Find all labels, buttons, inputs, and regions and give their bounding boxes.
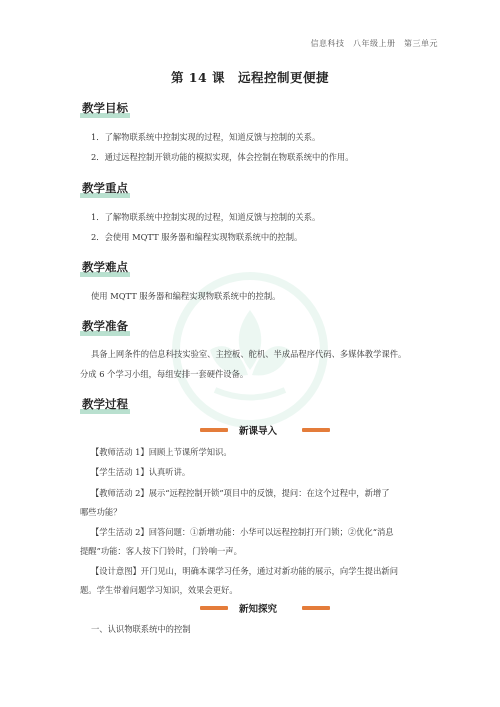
process-line: 【学生活动 1】认真听讲。 [91,467,191,477]
lesson-title: 第 14 课 远程控制更便捷 [170,70,330,85]
explore-item: 一、认识物联系统中的控制 [91,624,191,634]
subsection-title: 新课导入 [239,426,278,437]
process-line: 提醒”功能：客人按下门铃时，门铃响一声。 [80,546,242,556]
process-line: 【教师活动 2】展示“远程控制开锁”项目中的反馈，提问：在这个过程中，新增了 [91,488,390,498]
page-header: 信息科技 八年级上册 第三单元 [310,39,438,48]
process-line: 题。学生带着问题学习知识，效果会更好。 [80,585,238,595]
objective-item: 2．通过远程控制开锁功能的模拟实现，体会控制在物联系统中的作用。 [91,152,354,162]
section-heading-process: 教学过程 [80,396,130,414]
subsection-title: 新知探究 [239,604,278,615]
section-heading-preparation: 教学准备 [80,318,130,336]
preparation-line: 分成 6 个学习小组，每组安排一套硬件设备。 [80,369,249,379]
process-line: 哪些功能？ [80,507,122,517]
objective-item: 1．了解物联系统中控制实现的过程，知道反馈与控制的关系。 [91,132,321,142]
section-heading-objectives: 教学目标 [80,100,130,118]
process-line: 【设计意图】开门见山，明确本课学习任务，通过对新功能的展示，向学生提出新问 [91,566,398,576]
subsection-divider-intro [80,423,422,437]
section-heading-difficulties: 教学难点 [80,259,130,277]
difficulty-text: 使用 MQTT 服务器和编程实现物联系统中的控制。 [91,291,281,301]
process-line: 【教师活动 1】回顾上节课所学知识。 [91,447,232,457]
key-point-item: 2．会使用 MQTT 服务器和编程实现物联系统中的控制。 [91,232,303,242]
subsection-divider-explore [80,601,422,615]
preparation-line: 具备上网条件的信息科技实验室、主控板、舵机、半成品程序代码、多媒体教学课件。 [91,349,407,359]
section-heading-key-points: 教学重点 [80,180,130,198]
process-line: 【学生活动 2】回答问题：①新增功能：小华可以远程控制打开门锁；②优化“消息 [91,527,394,537]
key-point-item: 1．了解物联系统中控制实现的过程，知道反馈与控制的关系。 [91,212,321,222]
